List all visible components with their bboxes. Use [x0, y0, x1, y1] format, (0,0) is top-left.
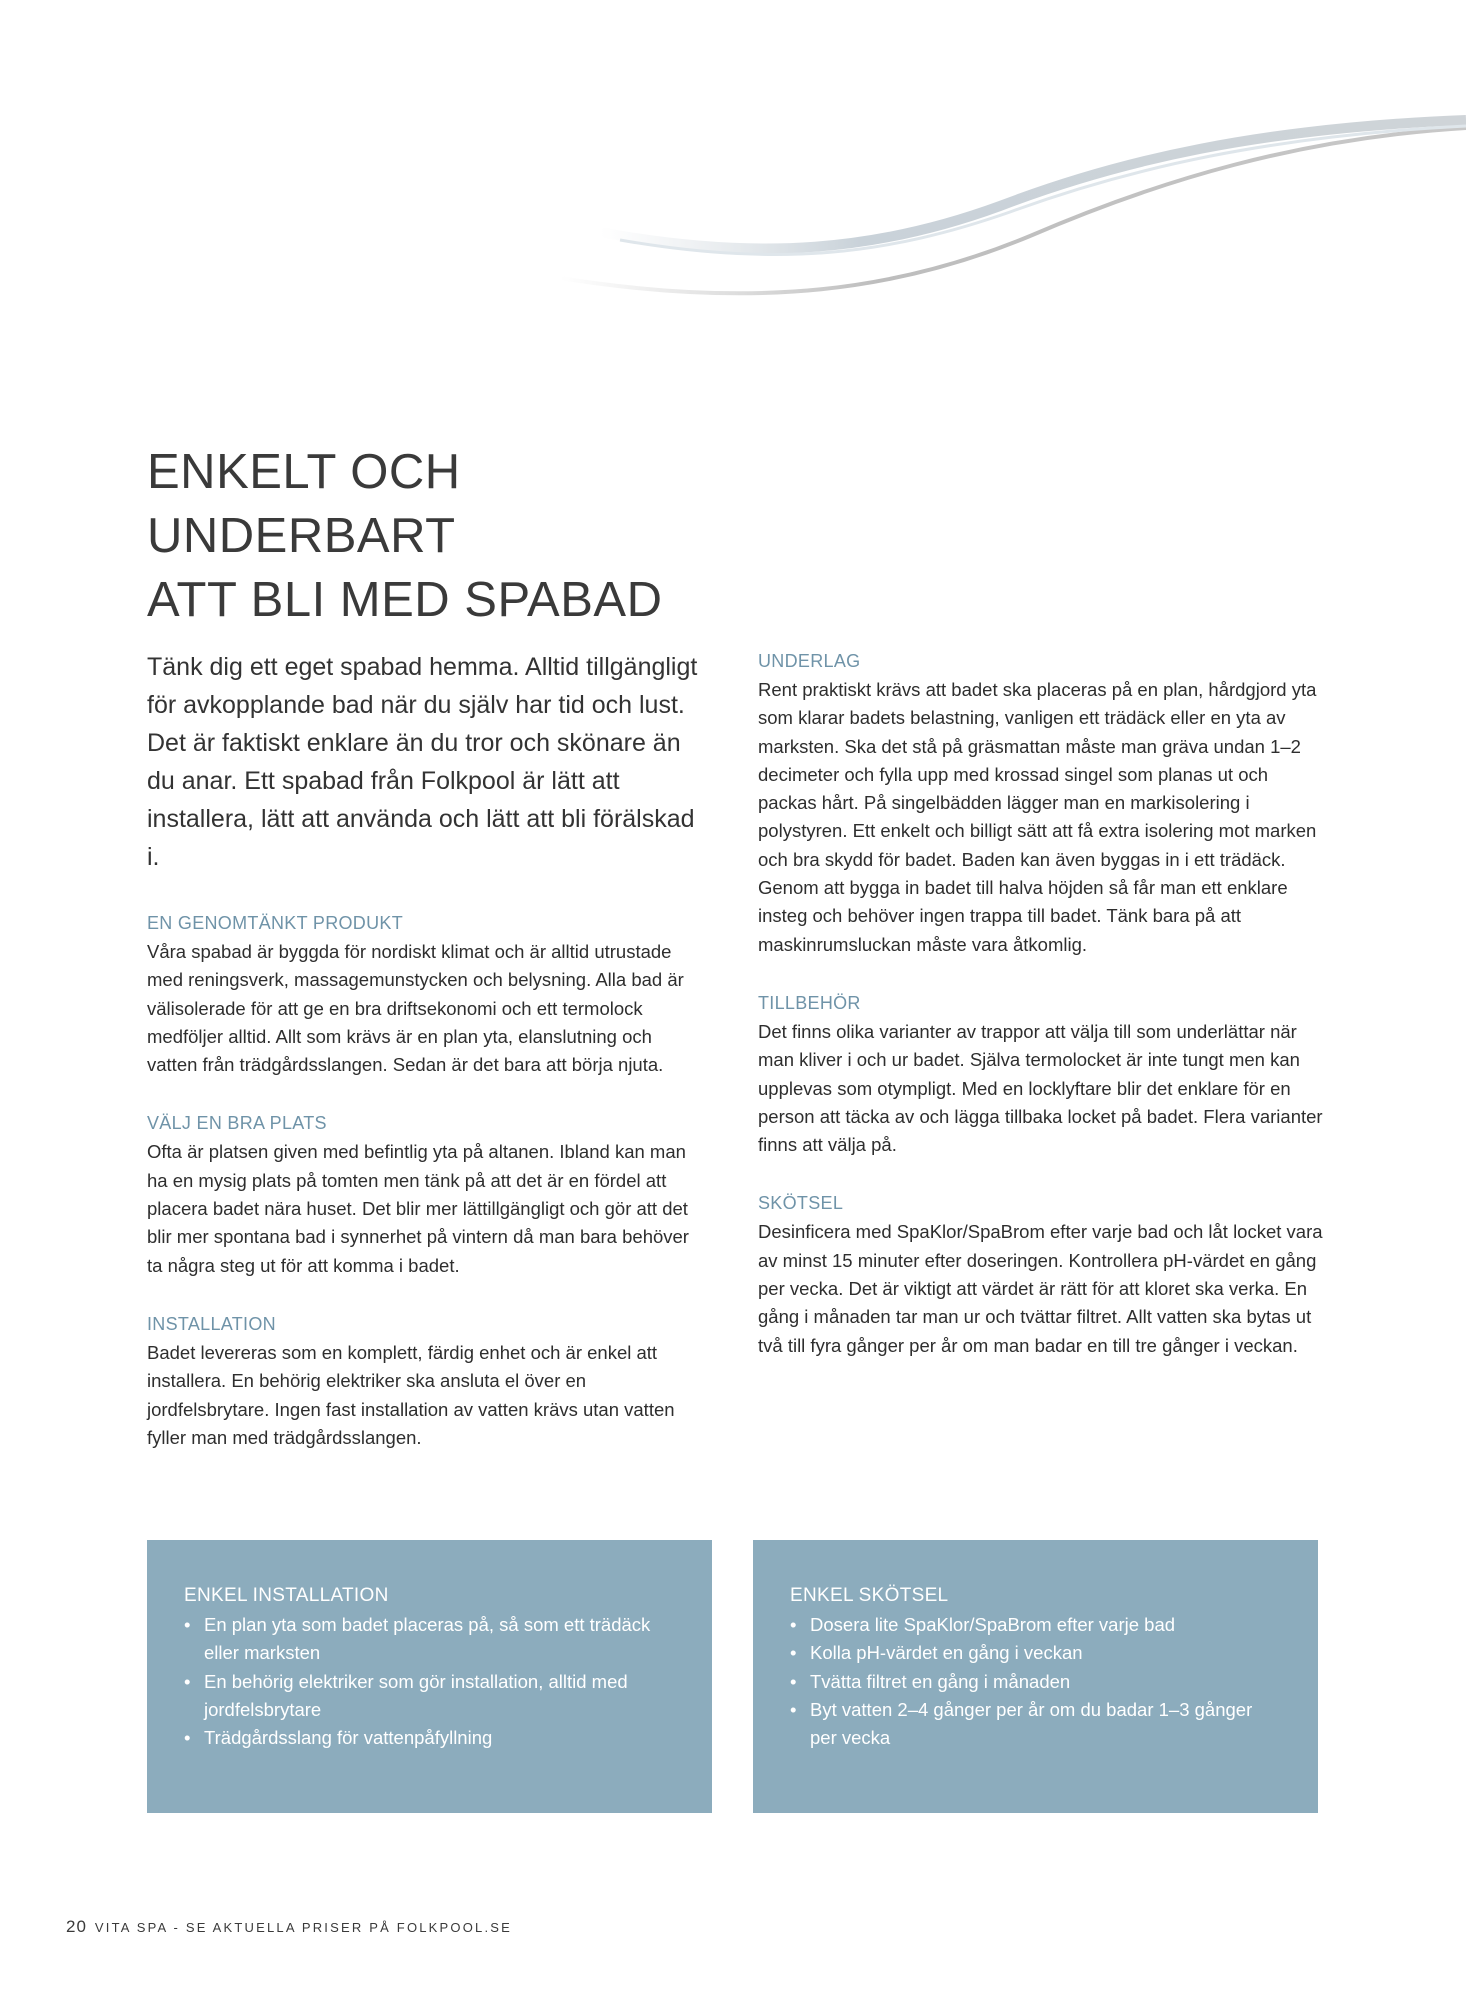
info-box-enkel-skotsel [753, 1540, 1318, 1813]
box-heading: ENKEL SKÖTSEL [790, 1585, 949, 1606]
section-skotsel [758, 1190, 1328, 1359]
section-heading: EN GENOMTÄNKT PRODUKT [147, 913, 403, 933]
page-title [147, 440, 767, 632]
list-item: • Byt vatten 2–4 gånger per år om du badar 1–3 gånger per vecka [790, 1696, 1282, 1753]
section-body: Rent praktiskt krävs att badet ska placeras på en plan, hårdgjord yta som klarar badets belastning, vanligen ett trädäck eller en yta av marksten. Ska det stå på gräsmattan måste man gräva undan 1–2 decimeter och fylla upp med krossad singel som planas ut och packas hårt. På singelbädden lägger man en markisolering i polystyren. Ett enkelt och billigt sätt att få extra isolering mot marken och bra skydd för badet. Baden kan även byggas in i ett trädäck. Genom att bygga in badet till halva höjden så får man ett enklare insteg och behöver ingen trappa till badet. Tänk bara på att maskinrumsluckan måste vara åtkomlig. [758, 679, 1317, 955]
section-heading: TILLBEHÖR [758, 992, 861, 1013]
section-heading: UNDERLAG [758, 651, 861, 671]
footer-text: VITA SPA - SE AKTUELLA PRISER PÅ FOLKPOOL.SE [94, 1920, 513, 1935]
box-heading: ENKEL INSTALLATION [184, 1585, 389, 1606]
list-item: • En plan yta som badet placeras på, så som ett trädäck eller marksten [184, 1611, 676, 1668]
box-list [184, 1611, 676, 1752]
section-heading: INSTALLATION [147, 1313, 276, 1334]
list-item: • Dosera lite SpaKlor/SpaBrom efter varje bad [790, 1611, 1282, 1639]
section-valj-plats [147, 1110, 707, 1279]
list-item: • Kolla pH-värdet en gång i veckan [790, 1639, 1282, 1667]
section-body: Desinficera med SpaKlor/SpaBrom efter varje bad och låt locket vara av minst 15 minuter efter doseringen. Kontrollera pH-värdet en gång per vecka. Det är viktigt att värdet är rätt för att kloret ska verka. En gång i månaden tar man ur och tvättar filtret. Allt vatten ska bytas ut två till fyra gånger per år om man badar en till tre gånger i veckan. [758, 1221, 1323, 1356]
intro-text: Tänk dig ett eget spabad hemma. Alltid tillgängligt för avkopplande bad när du själv har tid och lust. Det är faktiskt enklare än du tror och skönare än du anar. Ett spabad från Folkpool är lätt att installera, lätt att använda och lätt att bli förälskad i. [147, 653, 698, 871]
section-body: Badet levereras som en komplett, färdig enhet och är enkel att installera. En behörig elektriker ska ansluta el över en jordfelsbrytare. Ingen fast installation av vatten krävs utan vatten fyller man med trädgårdsslangen. [147, 1341, 675, 1448]
section-body: Det finns olika varianter av trappor att välja till som underlättar när man kliver i och ur badet. Själva termolocket är inte tungt men kan upplevas som otympligt. Med en locklyftare blir det enklare för en person att täcka av och lägga tillbaka locket på badet. Flera varianter finns att välja på. [758, 1020, 1323, 1156]
list-item: • Trädgårdsslang för vattenpåfyllning [184, 1724, 676, 1752]
page-number: 20 [66, 1917, 87, 1936]
section-underlag [758, 648, 1328, 959]
decorative-wave [0, 0, 1466, 330]
section-heading: SKÖTSEL [758, 1193, 844, 1214]
section-heading: VÄLJ EN BRA PLATS [147, 1113, 327, 1134]
list-item: • Tvätta filtret en gång i månaden [790, 1668, 1282, 1696]
info-box-enkel-installation [147, 1540, 712, 1813]
section-body: Våra spabad är byggda för nordiskt klimat och är alltid utrustade med reningsverk, massagemunstycken och belysning. Alla bad är välisolerade för att ge en bra driftsekonomi och ett termolock medföljer alltid. Allt som krävs är en plan yta, elanslutning och vatten från trädgårdsslangen. Sedan är det bara att börja njuta. [147, 941, 684, 1076]
section-genomtankt-produkt [147, 910, 707, 1079]
section-installation [147, 1311, 707, 1452]
title-line-1: ENKELT OCH UNDERBART [147, 445, 461, 563]
section-body: Ofta är platsen given med befintlig yta på altanen. Ibland kan man ha en mysig plats på tomten men tänk på att det är en fördel att placera badet nära huset. Det blir mer lättillgängligt och gör att det blir mer spontana bad i synnerhet på vintern då man bara behöver ta några steg ut för att komma i badet. [147, 1141, 689, 1276]
list-item: • En behörig elektriker som gör installation, alltid med jordfelsbrytare [184, 1668, 676, 1725]
section-tillbehor [758, 990, 1328, 1159]
page-footer [66, 1917, 512, 1937]
right-column [758, 648, 1328, 1391]
title-line-2: ATT BLI MED SPABAD [147, 573, 663, 627]
left-column [147, 648, 707, 1483]
box-list [790, 1611, 1282, 1752]
